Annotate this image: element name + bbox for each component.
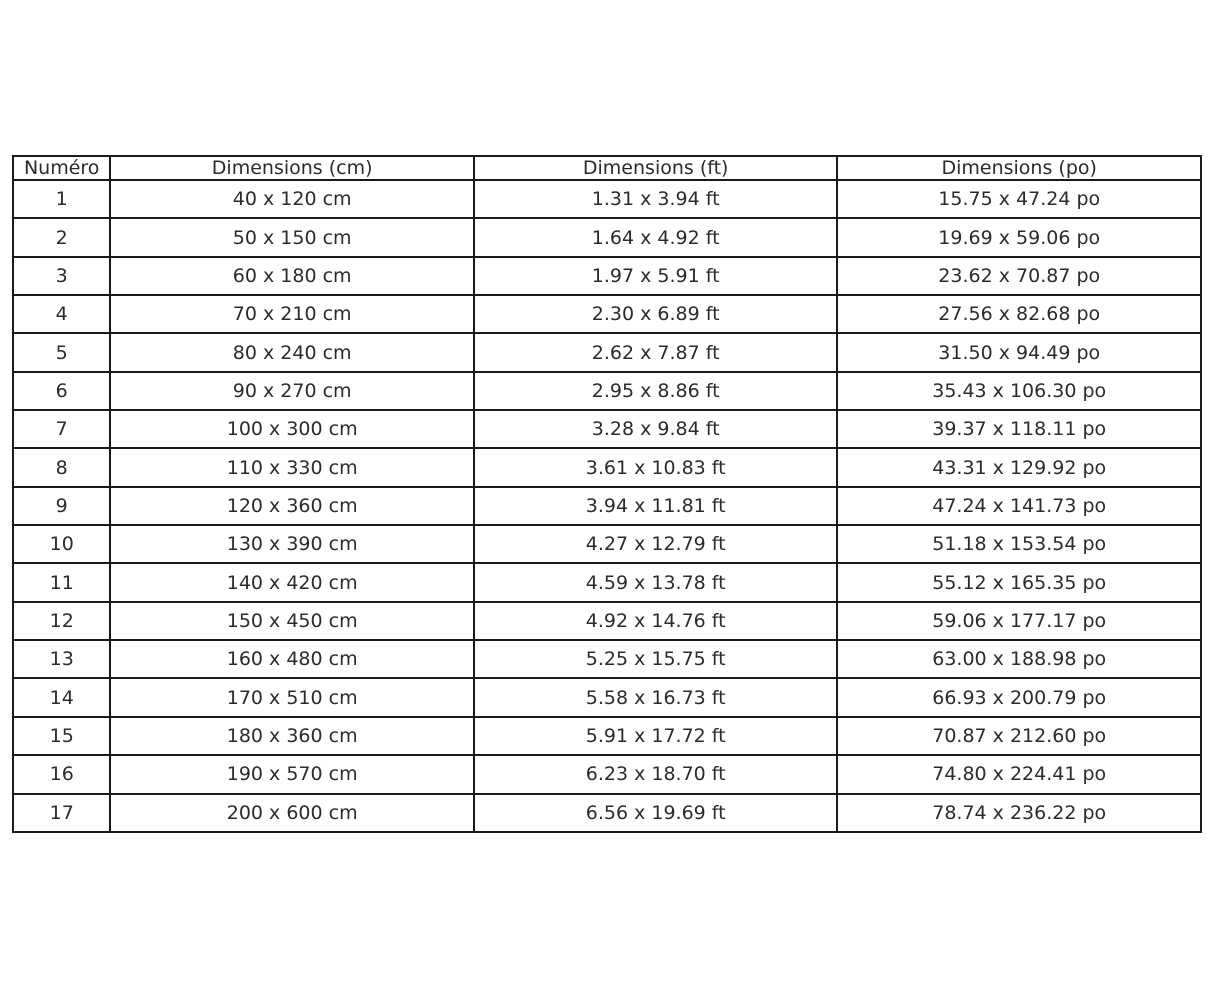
table-cell: 31.50 x 94.49 po: [837, 333, 1201, 371]
table-cell: 23.62 x 70.87 po: [837, 257, 1201, 295]
table-cell: 66.93 x 200.79 po: [837, 678, 1201, 716]
table-row: [13, 372, 1201, 410]
table-cell: 2: [13, 218, 110, 256]
table-cell: 5.25 x 15.75 ft: [474, 640, 838, 678]
table-cell: 140 x 420 cm: [110, 563, 474, 601]
table-row: [13, 295, 1201, 333]
table-row: [13, 180, 1201, 218]
table-cell: 55.12 x 165.35 po: [837, 563, 1201, 601]
table-cell: 35.43 x 106.30 po: [837, 372, 1201, 410]
table-cell: 27.56 x 82.68 po: [837, 295, 1201, 333]
table-row: [13, 640, 1201, 678]
table-cell: 190 x 570 cm: [110, 755, 474, 793]
table-cell: 3.94 x 11.81 ft: [474, 487, 838, 525]
table-row: [13, 563, 1201, 601]
table-cell: 63.00 x 188.98 po: [837, 640, 1201, 678]
table-cell: 10: [13, 525, 110, 563]
table-cell: 11: [13, 563, 110, 601]
table-cell: 60 x 180 cm: [110, 257, 474, 295]
table-cell: 15.75 x 47.24 po: [837, 180, 1201, 218]
table-cell: 5: [13, 333, 110, 371]
table-cell: 2.62 x 7.87 ft: [474, 333, 838, 371]
table-row: [13, 794, 1201, 833]
table-cell: 6.23 x 18.70 ft: [474, 755, 838, 793]
table-cell: 70 x 210 cm: [110, 295, 474, 333]
table-cell: 16: [13, 755, 110, 793]
table-cell: 1: [13, 180, 110, 218]
table-row: [13, 678, 1201, 716]
dimensions-conversion-table-container: [12, 155, 1202, 833]
table-cell: 120 x 360 cm: [110, 487, 474, 525]
table-row: [13, 525, 1201, 563]
table-cell: 2.95 x 8.86 ft: [474, 372, 838, 410]
table-row: [13, 755, 1201, 793]
header-row: [13, 156, 1201, 180]
table-cell: 74.80 x 224.41 po: [837, 755, 1201, 793]
table-cell: 90 x 270 cm: [110, 372, 474, 410]
column-header-dimensions-ft: Dimensions (ft): [474, 156, 838, 180]
column-header-dimensions-po: Dimensions (po): [837, 156, 1201, 180]
column-header-numero: Numéro: [13, 156, 110, 180]
table-cell: 2.30 x 6.89 ft: [474, 295, 838, 333]
table-row: [13, 487, 1201, 525]
table-cell: 1.64 x 4.92 ft: [474, 218, 838, 256]
dimensions-conversion-table: [12, 155, 1202, 833]
table-cell: 12: [13, 602, 110, 640]
table-cell: 43.31 x 129.92 po: [837, 448, 1201, 486]
table-cell: 150 x 450 cm: [110, 602, 474, 640]
table-cell: 170 x 510 cm: [110, 678, 474, 716]
table-cell: 180 x 360 cm: [110, 717, 474, 755]
table-cell: 70.87 x 212.60 po: [837, 717, 1201, 755]
table-cell: 5.91 x 17.72 ft: [474, 717, 838, 755]
table-cell: 160 x 480 cm: [110, 640, 474, 678]
table-cell: 47.24 x 141.73 po: [837, 487, 1201, 525]
table-cell: 15: [13, 717, 110, 755]
table-cell: 17: [13, 794, 110, 833]
table-body: [13, 180, 1201, 832]
table-cell: 50 x 150 cm: [110, 218, 474, 256]
table-row: [13, 333, 1201, 371]
table-cell: 4: [13, 295, 110, 333]
table-cell: 51.18 x 153.54 po: [837, 525, 1201, 563]
table-cell: 3.61 x 10.83 ft: [474, 448, 838, 486]
table-row: [13, 602, 1201, 640]
table-cell: 78.74 x 236.22 po: [837, 794, 1201, 833]
table-row: [13, 218, 1201, 256]
table-cell: 6: [13, 372, 110, 410]
table-cell: 3.28 x 9.84 ft: [474, 410, 838, 448]
table-row: [13, 448, 1201, 486]
table-cell: 200 x 600 cm: [110, 794, 474, 833]
table-cell: 4.27 x 12.79 ft: [474, 525, 838, 563]
table-cell: 5.58 x 16.73 ft: [474, 678, 838, 716]
table-header: [13, 156, 1201, 180]
table-cell: 8: [13, 448, 110, 486]
table-cell: 80 x 240 cm: [110, 333, 474, 371]
table-row: [13, 717, 1201, 755]
table-cell: 4.59 x 13.78 ft: [474, 563, 838, 601]
table-cell: 40 x 120 cm: [110, 180, 474, 218]
table-cell: 59.06 x 177.17 po: [837, 602, 1201, 640]
table-cell: 19.69 x 59.06 po: [837, 218, 1201, 256]
table-row: [13, 257, 1201, 295]
table-cell: 6.56 x 19.69 ft: [474, 794, 838, 833]
table-cell: 7: [13, 410, 110, 448]
table-row: [13, 410, 1201, 448]
table-cell: 1.31 x 3.94 ft: [474, 180, 838, 218]
column-header-dimensions-cm: Dimensions (cm): [110, 156, 474, 180]
table-cell: 100 x 300 cm: [110, 410, 474, 448]
table-cell: 14: [13, 678, 110, 716]
table-cell: 1.97 x 5.91 ft: [474, 257, 838, 295]
table-cell: 39.37 x 118.11 po: [837, 410, 1201, 448]
table-cell: 130 x 390 cm: [110, 525, 474, 563]
table-cell: 3: [13, 257, 110, 295]
table-cell: 4.92 x 14.76 ft: [474, 602, 838, 640]
table-cell: 110 x 330 cm: [110, 448, 474, 486]
table-cell: 13: [13, 640, 110, 678]
table-cell: 9: [13, 487, 110, 525]
